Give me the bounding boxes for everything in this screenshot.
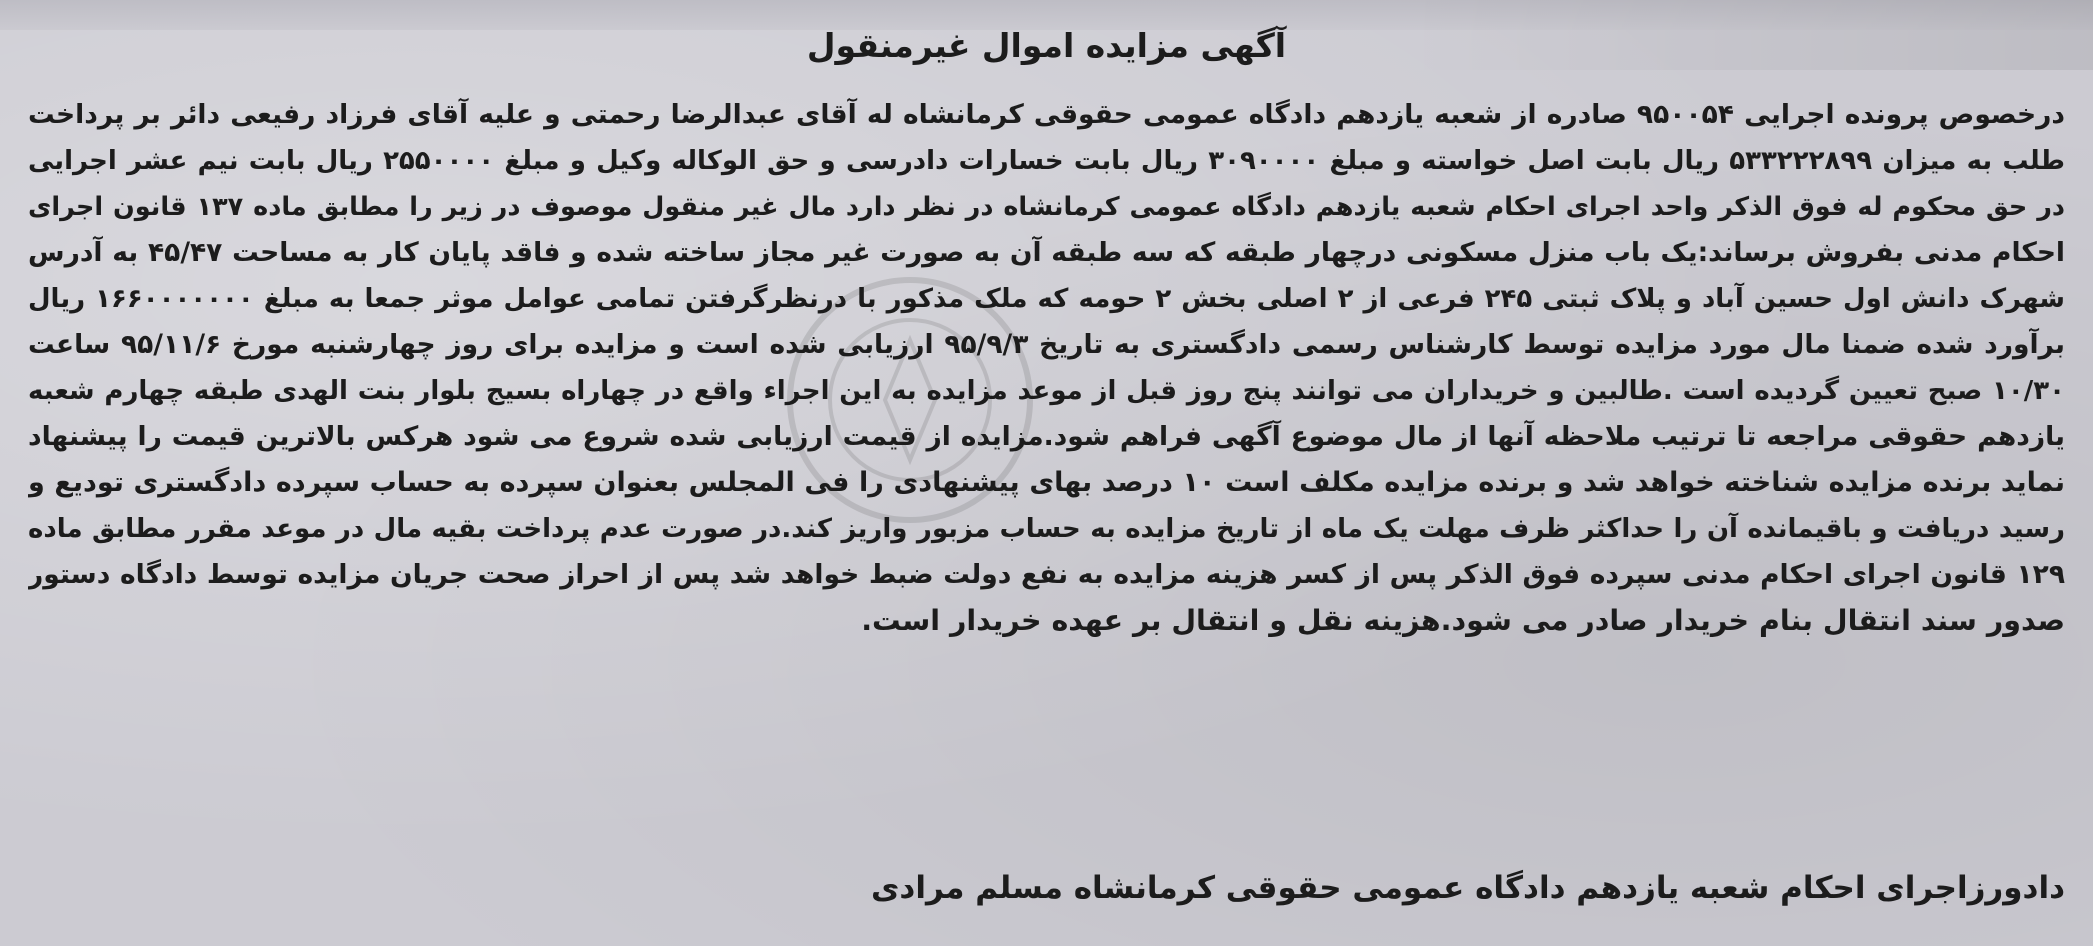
body-line: ۱۲۹ قانون اجرای احکام مدنی سپرده فوق الذکر پس از کسر هزینه مزایده به نفع دولت ضبط خواهد شد پس از احراز صحت جریان مزایده توسط دادگاه دستور [28,559,2065,590]
body-line: درخصوص پرونده اجرایی ۹۵۰۰۵۴ صادره از شعبه یازدهم دادگاه عمومی حقوقی کرمانشاه له آقای عبدالرضا رحمتی و علیه آقای فرزاد رفیعی دائر بر پرداخت [28,99,2065,130]
notice-title: آگهی مزایده اموال غیرمنقول [806,26,1287,65]
body-line: یازدهم حقوقی مراجعه تا ترتیب ملاحظه آنها از مال موضوع آگهی فراهم شود.مزایده از قیمت ارزیابی شده شروع می شود هرکس بالاترین قیمت را پیشنهاد [28,421,2065,452]
notice-body [28,92,2065,644]
body-line: صدور سند انتقال بنام خریدار صادر می شود.هزینه نقل و انتقال بر عهده خریدار است. [861,604,2065,637]
body-line: برآورد شده ضمنا مال مورد مزایده توسط کارشناس رسمی دادگستری به تاریخ ۹۵/۹/۳ ارزیابی شده است و مزایده برای روز چهارشنبه مورخ ۹۵/۱۱/۶ ساعت [28,329,2065,360]
body-line: در حق محکوم له فوق الذکر واحد اجرای احکام شعبه یازدهم دادگاه عمومی کرمانشاه در نظر دارد مال غیر منقول موصوف در زیر را مطابق ماده ۱۳۷ قانون اجرای [28,192,2065,222]
signature-line: دادورزاجرای احکام شعبه یازدهم دادگاه عمومی حقوقی کرمانشاه مسلم مرادی [871,870,2065,906]
body-line: رسید دریافت و باقیمانده آن را حداکثر ظرف مهلت یک ماه از تاریخ مزایده به حساب مزبور واریز کند.در صورت عدم پرداخت بقیه مال در موعد مقرر مطابق ماده [28,514,2065,544]
body-line: ۱۰/۳۰ صبح تعیین گردیده است .طالبین و خریداران می توانند پنج روز قبل از موعد مزایده به این اجراء واقع در چهاراه بسیج بلوار بنت الهدی طبقه چهارم شعبه [28,376,2065,406]
body-line: شهرک دانش اول حسین آباد و پلاک ثبتی ۲۴۵ فرعی از ۲ اصلی بخش ۲ حومه که ملک مذکور با درنظرگرفتن تمامی عوامل موثر جمعا به مبلغ ۱۶۶۰۰۰۰۰۰۰ ریال [28,284,2065,314]
body-line: احکام مدنی بفروش برساند:یک باب منزل مسکونی درچهار طبقه که سه طبقه آن به صورت غیر مجاز ساخته شده و فاقد پایان کار به مساحت ۴۵/۴۷ به آدرس [28,237,2065,268]
body-line: نماید برنده مزایده شناخته خواهد شد و برنده مزایده مکلف است ۱۰ درصد بهای پیشنهادی را فی المجلس بعنوان سپرده به حساب سپرده دادگستری تودیع و [28,467,2065,498]
body-line: طلب به میزان ۵۳۳۲۲۲۸۹۹ ریال بابت اصل خواسته و مبلغ ۳۰۹۰۰۰۰ ریال بابت خسارات دادرسی و حق الوکاله وکیل و مبلغ ۲۵۵۰۰۰۰ ریال بابت نیم عشر اجرایی [28,146,2065,176]
